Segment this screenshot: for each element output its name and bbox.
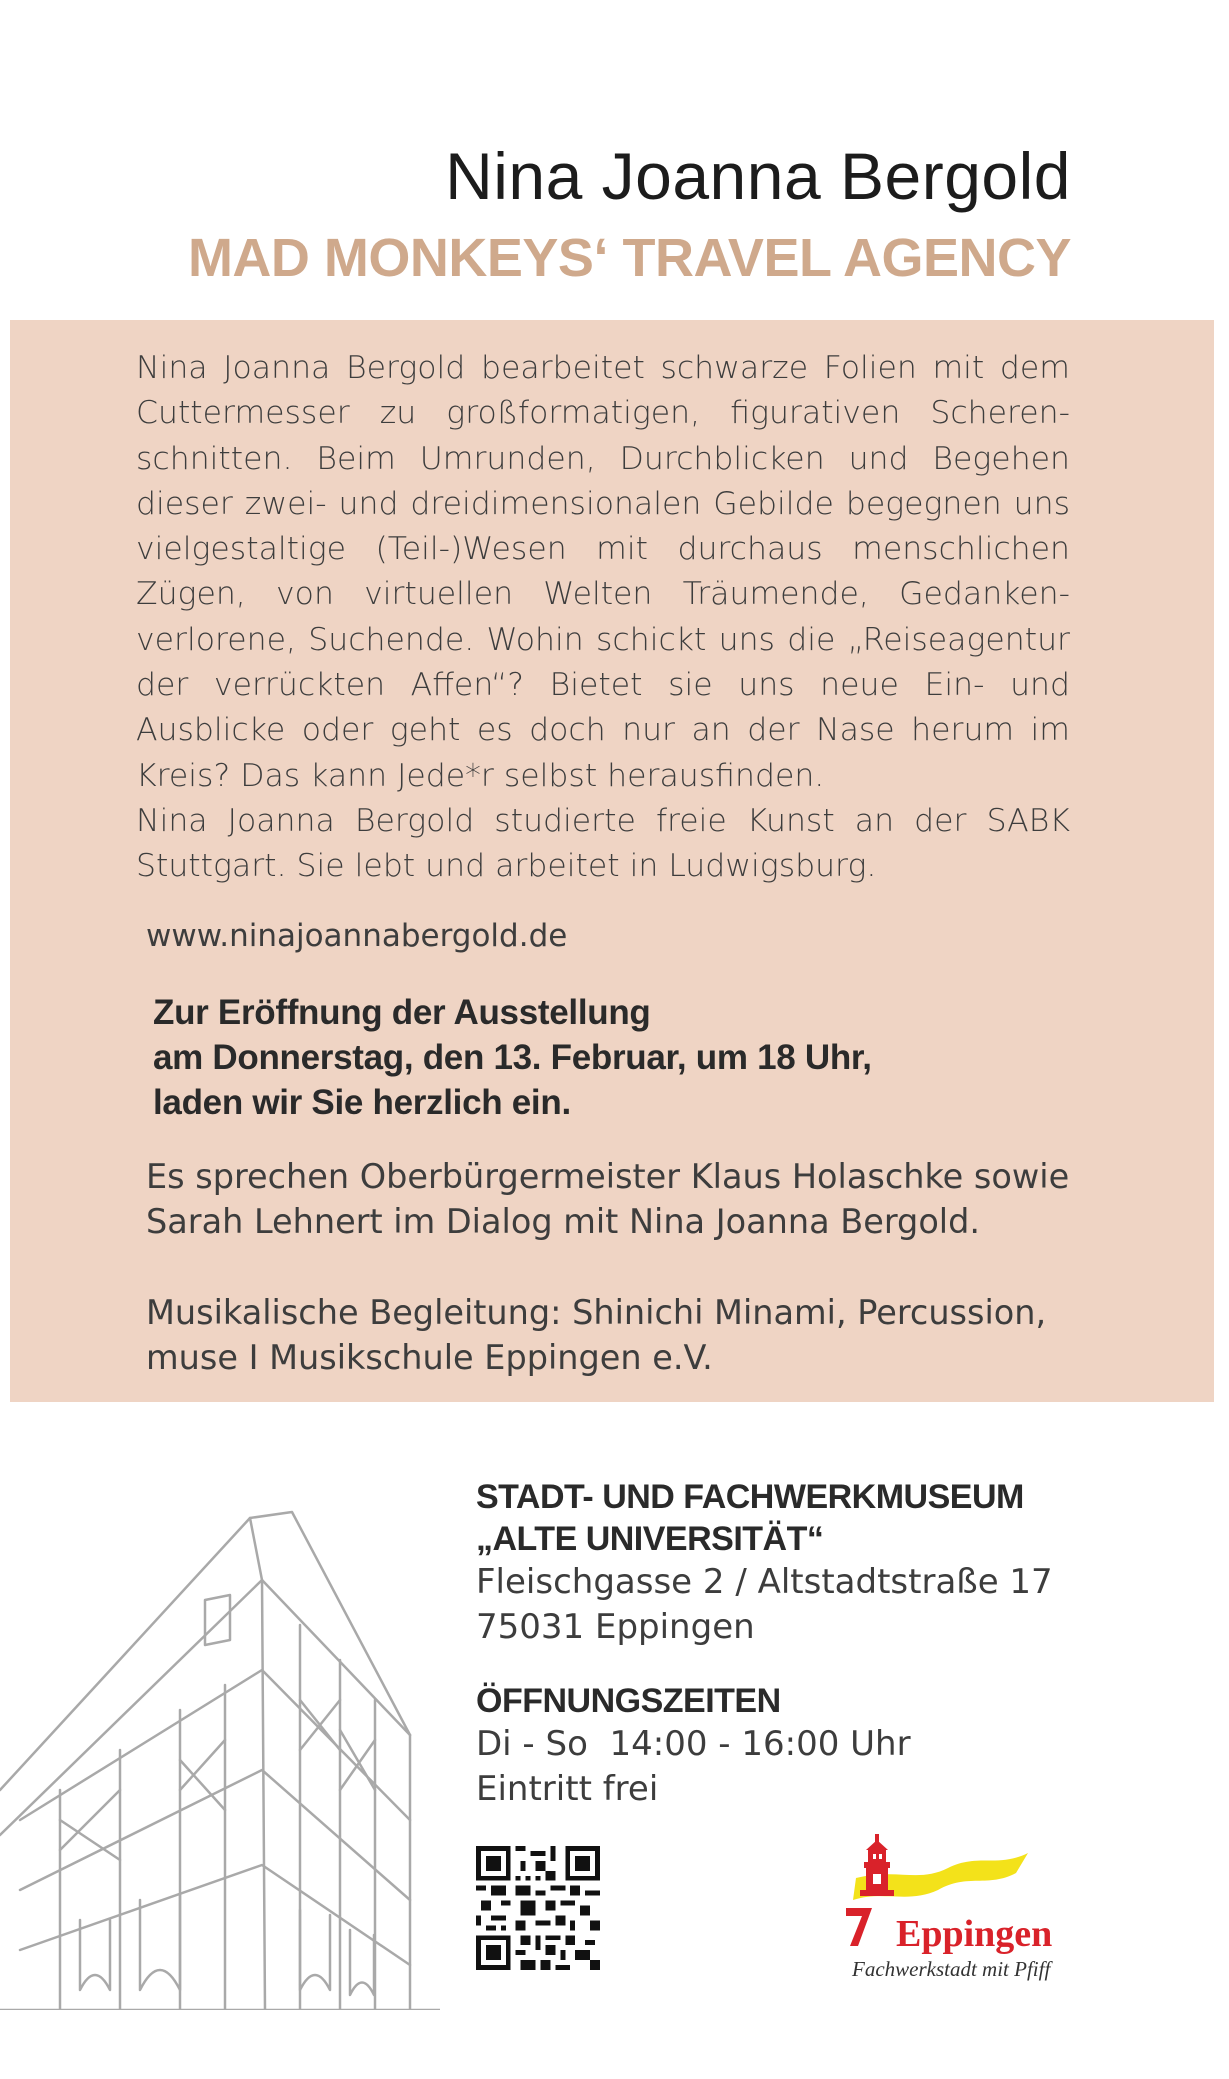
biography-paragraph: Nina Joanna Bergold studierte freie Kunst an der SABK Stuttgart. Sie lebt und arbeitet in Ludwigsburg. xyxy=(136,802,1070,885)
street-address: Fleischgasse 2 / Altstadtstraße 17 xyxy=(476,1562,1053,1602)
opening-hours xyxy=(476,1680,911,1812)
page-header xyxy=(188,140,1071,290)
speakers-line: Es sprechen Oberbürgermeister Klaus Holaschke sowie xyxy=(146,1157,1070,1196)
speakers-text xyxy=(146,1154,1086,1244)
logo-slogan: Fachwerkstadt mit Pfiff xyxy=(852,1957,1051,1981)
invitation-line: laden wir Sie herzlich ein. xyxy=(153,1083,571,1122)
logo-wordmark: Eppingen xyxy=(896,1913,1053,1955)
museum-address xyxy=(476,1476,1053,1650)
museum-name: STADT- UND FACHWERKMUSEUM xyxy=(476,1478,1024,1516)
exhibition-title: MAD MONKEYS‘ TRAVEL AGENCY xyxy=(187,228,1071,288)
admission-line: Eintritt frei xyxy=(476,1769,659,1809)
half-timbered-building-icon xyxy=(0,1490,440,2010)
description-paragraph: Nina Joanna Bergold bearbeitet schwarze Folien mit dem Cuttermesser zu großformatigen, figurativen Scherenschnitten. Beim Umrunden, Durchblicken und Begehen dieser zwei- und dreidimensionalen Gebilde begegnen uns vielgestaltige (Teil-)Wesen mit durchaus menschlichen Zügen, von virtuellen Welten Träumende, Gedankenverlorene, Suchende. Wohin schickt uns die „Reiseagentur der verrückten Affen“? Bietet sie uns neue Ein- und Ausblicke oder geht es doch nur an der Nase herum im Kreis? Das kann Jede*r selbst herausfinden. xyxy=(136,350,1070,794)
opening-invitation xyxy=(153,990,1053,1125)
artist-description xyxy=(136,346,1070,890)
city-address: 75031 Eppingen xyxy=(476,1607,755,1647)
artist-name: Nina Joanna Bergold xyxy=(445,139,1071,213)
qr-code-icon[interactable] xyxy=(476,1846,600,1970)
music-text xyxy=(146,1290,1086,1380)
music-line: muse I Musikschule Eppingen e.V. xyxy=(146,1338,713,1377)
invitation-line: am Donnerstag, den 13. Februar, um 18 Uhr, xyxy=(153,1038,872,1077)
website-link[interactable]: www.ninajoannabergold.de xyxy=(146,918,568,954)
music-line: Musikalische Begleitung: Shinichi Minami, Percussion, xyxy=(146,1293,1047,1332)
eppingen-tower-logo-icon xyxy=(838,1828,1078,1988)
hours-heading: ÖFFNUNGSZEITEN xyxy=(476,1682,781,1720)
invitation-line: Zur Eröffnung der Ausstellung xyxy=(153,993,651,1032)
hours-line: Di - So 14:00 - 16:00 Uhr xyxy=(476,1724,911,1764)
museum-name-sub: „ALTE UNIVERSITÄT“ xyxy=(476,1520,824,1558)
speakers-line: Sarah Lehnert im Dialog mit Nina Joanna Bergold. xyxy=(146,1202,981,1241)
